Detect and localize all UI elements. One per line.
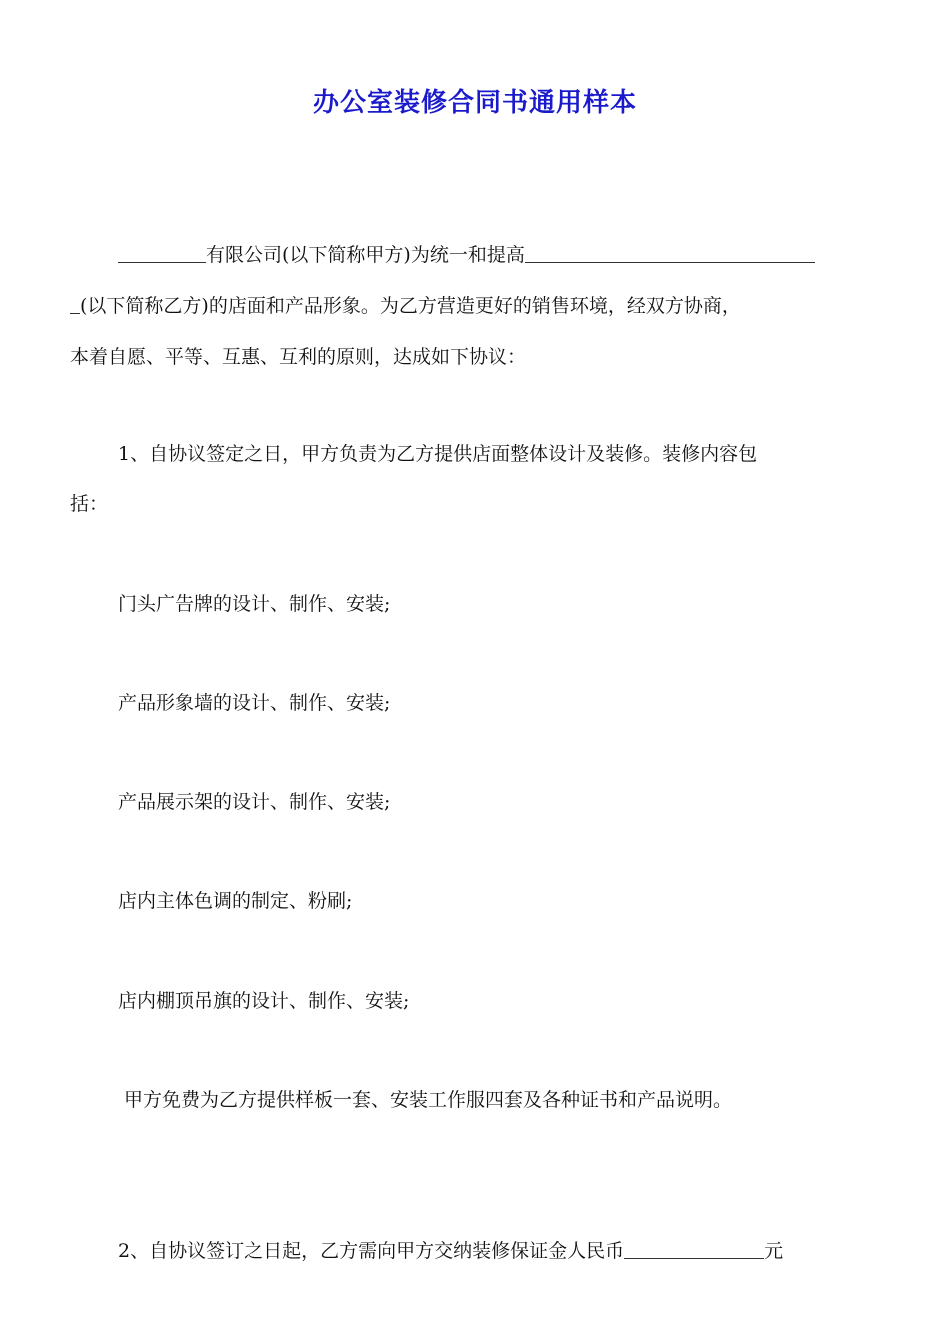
clause-1-line-1: 1、自协议签定之日，甲方负责为乙方提供店面整体设计及装修。装修内容包 [118,443,758,465]
clause-2-line-1: 2、自协议签订之日起，乙方需向甲方交纳装修保证金人民币 元 [118,1240,784,1262]
decoration-item: 店内棚顶吊旗的设计、制作、安装; [118,990,410,1012]
decoration-item: 店内主体色调的制定、粉刷; [118,890,353,912]
deposit-amount-blank [624,1239,764,1259]
party-b-name-blank [525,243,815,263]
intro-line-3: 本着自愿、平等、互惠、互利的原则，达成如下协议： [70,346,527,368]
company-name-blank [118,243,206,263]
decoration-item: 产品展示架的设计、制作、安装; [118,791,391,813]
decoration-item: 产品形象墙的设计、制作、安装; [118,692,391,714]
clause-1-line-2: 括： [70,493,109,515]
decoration-item: 门头广告牌的设计、制作、安装; [118,593,391,615]
intro-line-1: 有限公司(以下简称甲方)为统一和提高 [70,240,880,267]
document-title: 办公室装修合同书通用样本 [312,88,637,118]
intro-line-2: (以下简称乙方)的店面和产品形象。为乙方营造更好的销售环境，经双方协商， [70,291,880,318]
free-provision: 甲方免费为乙方提供样板一套、安装工作服四套及各种证书和产品说明。 [124,1089,733,1111]
party-b-name-blank-cont [70,294,80,314]
